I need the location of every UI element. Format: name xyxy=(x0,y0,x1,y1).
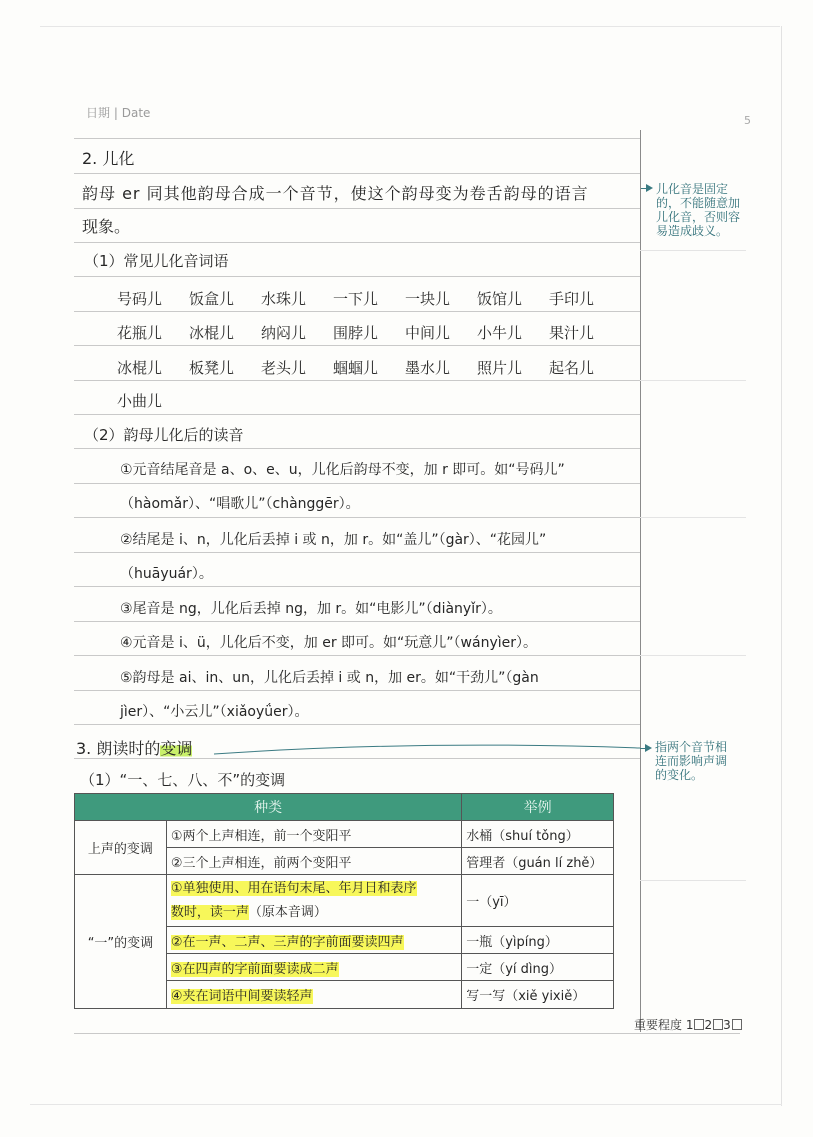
rule-line: jìer）、“小云儿”（xiǎoyǘer）。 xyxy=(120,704,309,720)
note-line: 的变化。 xyxy=(655,768,704,782)
definition-line: 韵母 er 同其他韵母合成一个音节，使这个韵母变为卷舌韵母的语言 xyxy=(82,184,589,203)
note-line: 指两个音节相 xyxy=(655,740,728,754)
importance-level-2: 2 xyxy=(704,1018,713,1032)
checkbox[interactable] xyxy=(732,1019,742,1030)
word-item: 饭盒儿 xyxy=(189,290,235,308)
footer-line xyxy=(74,1033,740,1034)
highlighted-rule: 数时，读一声 xyxy=(170,904,249,920)
note-line: 儿化音，否则容 xyxy=(656,210,741,224)
word-item: 水珠儿 xyxy=(261,290,307,308)
page-number: 5 xyxy=(744,114,751,127)
section-title-prefix: 3. 朗读时的 xyxy=(76,739,161,758)
tone-change-table xyxy=(74,793,614,1009)
subsection-title: （2）韵母儿化后的读音 xyxy=(84,426,244,444)
note-line: 儿化音是固定 xyxy=(656,182,729,196)
date-label: 日期 xyxy=(86,106,111,120)
checkbox[interactable] xyxy=(694,1019,704,1030)
rule-cell xyxy=(166,927,461,954)
word-item: 果汁儿 xyxy=(549,324,595,342)
word-item: 蝈蝈儿 xyxy=(333,359,379,377)
word-item: 围脖儿 xyxy=(333,324,379,342)
example-cell: 一瓶（yìpíng） xyxy=(462,927,614,954)
section-title: 2. 儿化 xyxy=(82,149,135,168)
highlighted-rule: ④夹在词语中间要读轻声 xyxy=(170,989,313,1004)
highlighted-rule: ①单独使用、用在语句末尾、年月日和表序 xyxy=(170,880,417,896)
column-header: 举例 xyxy=(462,794,614,821)
importance-rating xyxy=(634,1016,742,1033)
rule-cell: ①两个上声相连，前一个变阳平 xyxy=(166,821,461,848)
word-item: 纳闷儿 xyxy=(261,324,307,342)
word-item: 花瓶儿 xyxy=(117,324,163,342)
rule-line: ②结尾是 i、n，儿化后丢掉 i 或 n，加 r。如“盖儿”（gàr）、“花园儿” xyxy=(120,532,547,548)
word-item: 中间儿 xyxy=(405,324,451,342)
word-item: 一下儿 xyxy=(333,290,379,308)
rule-line: （hàomǎr）、“唱歌儿”（chànggēr）。 xyxy=(120,496,360,512)
note-line: 的，不能随意加 xyxy=(656,196,741,210)
example-cell: 一（yī） xyxy=(462,875,614,927)
column-header: 种类 xyxy=(75,794,462,821)
rule-line: ①元音结尾音是 a、o、e、u，儿化后韵母不变，加 r 即可。如“号码儿” xyxy=(120,462,565,478)
word-item: 号码儿 xyxy=(117,290,163,308)
rule-line: ④元音是 i、ü，儿化后不变，加 er 即可。如“玩意儿”（wányìer）。 xyxy=(120,635,537,651)
subsection-title: （1）“一、七、八、不”的变调 xyxy=(80,771,286,789)
word-item: 板凳儿 xyxy=(189,359,235,377)
word-item: 小牛儿 xyxy=(477,324,523,342)
word-item: 墨水儿 xyxy=(405,359,451,377)
rule-note: （原本音调） xyxy=(248,904,327,920)
note-line: 连而影响声调 xyxy=(655,754,728,768)
rule-cell: ②三个上声相连，前两个变阳平 xyxy=(166,848,461,875)
date-separator: | xyxy=(113,106,118,120)
word-item: 手印儿 xyxy=(549,290,595,308)
example-cell: 水桶（shuí tǒng） xyxy=(462,821,614,848)
table-header-row xyxy=(75,794,614,821)
rule-cell xyxy=(166,875,461,927)
example-cell: 管理者（guán lí zhě） xyxy=(462,848,614,875)
example-cell: 写一写（xiě yixiě） xyxy=(462,981,614,1009)
word-item: 冰棍儿 xyxy=(117,359,163,377)
arrow-right-icon xyxy=(645,744,652,752)
note-line: 易造成歧义。 xyxy=(656,224,729,238)
group-label: “一”的变调 xyxy=(75,875,167,1009)
importance-level-1: 1 xyxy=(685,1018,694,1032)
group-label: 上声的变调 xyxy=(75,821,167,875)
word-item: 起名儿 xyxy=(549,359,595,377)
word-item: 饭馆儿 xyxy=(477,290,523,308)
subsection-title: （1）常见儿化音词语 xyxy=(84,252,229,270)
rule-line: （huāyuár）。 xyxy=(120,566,213,582)
rule-line: ⑤韵母是 ai、in、un，儿化后丢掉 i 或 n，加 er。如“干劲儿”（gàn xyxy=(120,670,539,686)
definition-line: 现象。 xyxy=(82,217,131,236)
highlighted-rule: ③在四声的字前面要读成二声 xyxy=(170,961,339,977)
example-cell: 一定（yí dìng） xyxy=(462,954,614,981)
margin-note xyxy=(655,740,727,782)
word-item: 老头儿 xyxy=(261,359,307,377)
word-item: 小曲儿 xyxy=(117,392,163,410)
word-item: 照片儿 xyxy=(477,359,523,377)
date-label-en: Date xyxy=(121,106,151,120)
word-item: 冰棍儿 xyxy=(189,324,235,342)
rule-line: ③尾音是 ng，儿化后丢掉 ng，加 r。如“电影儿”（diànyǐr）。 xyxy=(120,601,502,617)
word-item: 一块儿 xyxy=(405,290,451,308)
rule-cell xyxy=(166,954,461,981)
highlighted-rule: ②在一声、二声、三声的字前面要读四声 xyxy=(170,934,404,950)
table-row xyxy=(75,821,614,848)
rule-cell xyxy=(166,981,461,1009)
section-title-highlight: 变调 xyxy=(160,739,193,758)
table-row xyxy=(75,875,614,927)
checkbox[interactable] xyxy=(713,1019,723,1030)
importance-level-3: 3 xyxy=(723,1018,731,1032)
importance-label: 重要程度 xyxy=(634,1018,683,1032)
